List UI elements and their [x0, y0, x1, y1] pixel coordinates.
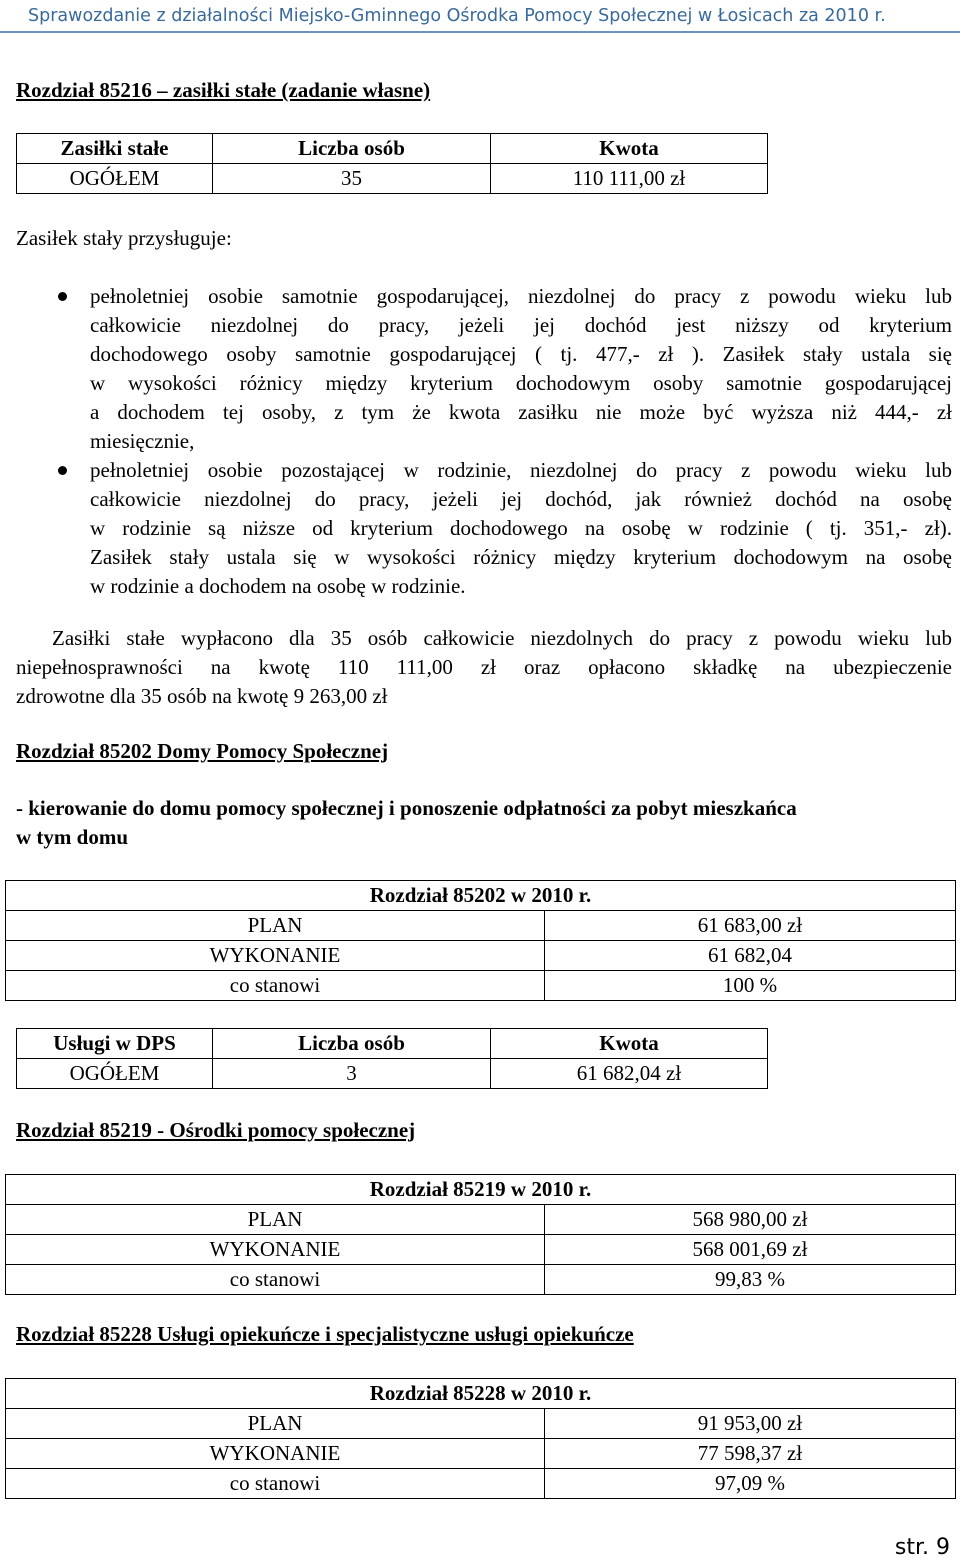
plan-table-85228 — [5, 1378, 956, 1499]
text-line: w rodzinie są niższe od kryterium dochodowego na osobę w rodzinie ( tj. 351,- zł). — [90, 516, 952, 540]
section-title-85219: Rozdział 85219 - Ośrodki pomocy społecznej — [16, 1118, 416, 1142]
text-line: całkowicie niezdolnej do pracy, jeżeli jej dochód, jak również dochód na osobę — [90, 487, 952, 511]
section-subtitle: - kierowanie do domu pomocy społecznej i ponoszenie odpłatności za pobyt mieszkańca — [16, 796, 797, 820]
plan-label: co stanowi — [6, 1265, 545, 1295]
bullet-text — [90, 456, 952, 601]
text-line: dochodowego osoby samotnie gospodarującej ( tj. 477,- zł ). Zasiłek stały ustala się — [90, 342, 952, 366]
intro-text: Zasiłek stały przysługuje: — [16, 226, 232, 250]
text-line: w rodzinie a dochodem na osobę w rodzinie. — [90, 574, 466, 598]
plan-table-85202 — [5, 880, 956, 1001]
plan-value: 77 598,37 zł — [545, 1439, 956, 1469]
table-cell: 110 111,00 zł — [491, 164, 768, 194]
plan-value: 568 980,00 zł — [545, 1205, 956, 1235]
section-subtitle-cont: w tym domu — [16, 825, 129, 849]
plan-label: PLAN — [6, 1409, 545, 1439]
plan-value: 61 683,00 zł — [545, 911, 956, 941]
text-line: niepełnosprawności na kwotę 110 111,00 zł oraz opłacono składkę na ubezpieczenie — [16, 655, 952, 679]
text-line: w wysokości różnicy między kryterium dochodowym osoby samotnie gospodarującej — [90, 371, 952, 395]
text-line: całkowicie niezdolnej do pracy, jeżeli jej dochód jest niższy od kryterium — [90, 313, 952, 337]
plan-value: 97,09 % — [545, 1469, 956, 1499]
page-header: Sprawozdanie z działalności Miejsko-Gminnego Ośrodka Pomocy Społecznej w Łosicach za 2010 r. — [0, 0, 960, 33]
text-line: a dochodem tej osoby, z tym że kwota zasiłku nie może być wyższa niż 444,- zł — [90, 400, 952, 424]
plan-value: 61 682,04 — [545, 941, 956, 971]
table-header-cell: Kwota — [491, 1029, 768, 1059]
plan-label: WYKONANIE — [6, 941, 545, 971]
plan-label: co stanowi — [6, 971, 545, 1001]
plan-label: PLAN — [6, 1205, 545, 1235]
text-line: pełnoletniej osobie samotnie gospodarującej, niezdolnej do pracy z powodu wieku lub — [90, 284, 952, 308]
list-item — [90, 456, 952, 601]
eligibility-list — [90, 282, 952, 601]
zasilki-stale-table — [16, 133, 768, 194]
table-header-cell: Liczba osób — [213, 1029, 491, 1059]
bullet-icon — [58, 292, 67, 301]
table-header-cell: Usługi w DPS — [17, 1029, 213, 1059]
summary-paragraph — [16, 624, 952, 711]
plan-table-head: Rozdział 85202 w 2010 r. — [6, 881, 956, 911]
text-line: Zasiłek stały ustala się w wysokości różnicy między kryterium dochodowym na osobę — [90, 545, 952, 569]
table-cell: 35 — [213, 164, 491, 194]
table-header-cell: Zasiłki stałe — [17, 134, 213, 164]
table-cell: 61 682,04 zł — [491, 1059, 768, 1089]
plan-label: WYKONANIE — [6, 1235, 545, 1265]
table-header-cell: Liczba osób — [213, 134, 491, 164]
plan-label: co stanowi — [6, 1469, 545, 1499]
section-title-85202: Rozdział 85202 Domy Pomocy Społecznej — [16, 739, 389, 763]
plan-table-85219 — [5, 1174, 956, 1295]
text-line: zdrowotne dla 35 osób na kwotę 9 263,00 zł — [16, 684, 388, 708]
text-line: pełnoletniej osobie pozostającej w rodzinie, niezdolnej do pracy z powodu wieku lub — [90, 458, 952, 482]
section-title-85216: Rozdział 85216 – zasiłki stałe (zadanie własne) — [16, 78, 431, 102]
table-cell: 3 — [213, 1059, 491, 1089]
list-item — [90, 282, 952, 456]
plan-value: 568 001,69 zł — [545, 1235, 956, 1265]
plan-value: 91 953,00 zł — [545, 1409, 956, 1439]
plan-table-head: Rozdział 85219 w 2010 r. — [6, 1175, 956, 1205]
text-line: Zasiłki stałe wypłacono dla 35 osób całkowicie niezdolnych do pracy z powodu wieku lub — [52, 626, 952, 650]
plan-value: 99,83 % — [545, 1265, 956, 1295]
plan-label: WYKONANIE — [6, 1439, 545, 1469]
section-title-85228: Rozdział 85228 Usługi opiekuńcze i specjalistyczne usługi opiekuńcze — [16, 1322, 634, 1346]
table-header-cell: Kwota — [491, 134, 768, 164]
plan-table-head: Rozdział 85228 w 2010 r. — [6, 1379, 956, 1409]
plan-label: PLAN — [6, 911, 545, 941]
table-cell: OGÓŁEM — [17, 1059, 213, 1089]
bullet-icon — [58, 466, 67, 475]
text-line: miesięcznie, — [90, 429, 195, 453]
bullet-text — [90, 282, 952, 456]
plan-value: 100 % — [545, 971, 956, 1001]
page-number: str. 9 — [894, 1535, 950, 1560]
table-cell: OGÓŁEM — [17, 164, 213, 194]
uslugi-dps-table — [16, 1028, 768, 1089]
